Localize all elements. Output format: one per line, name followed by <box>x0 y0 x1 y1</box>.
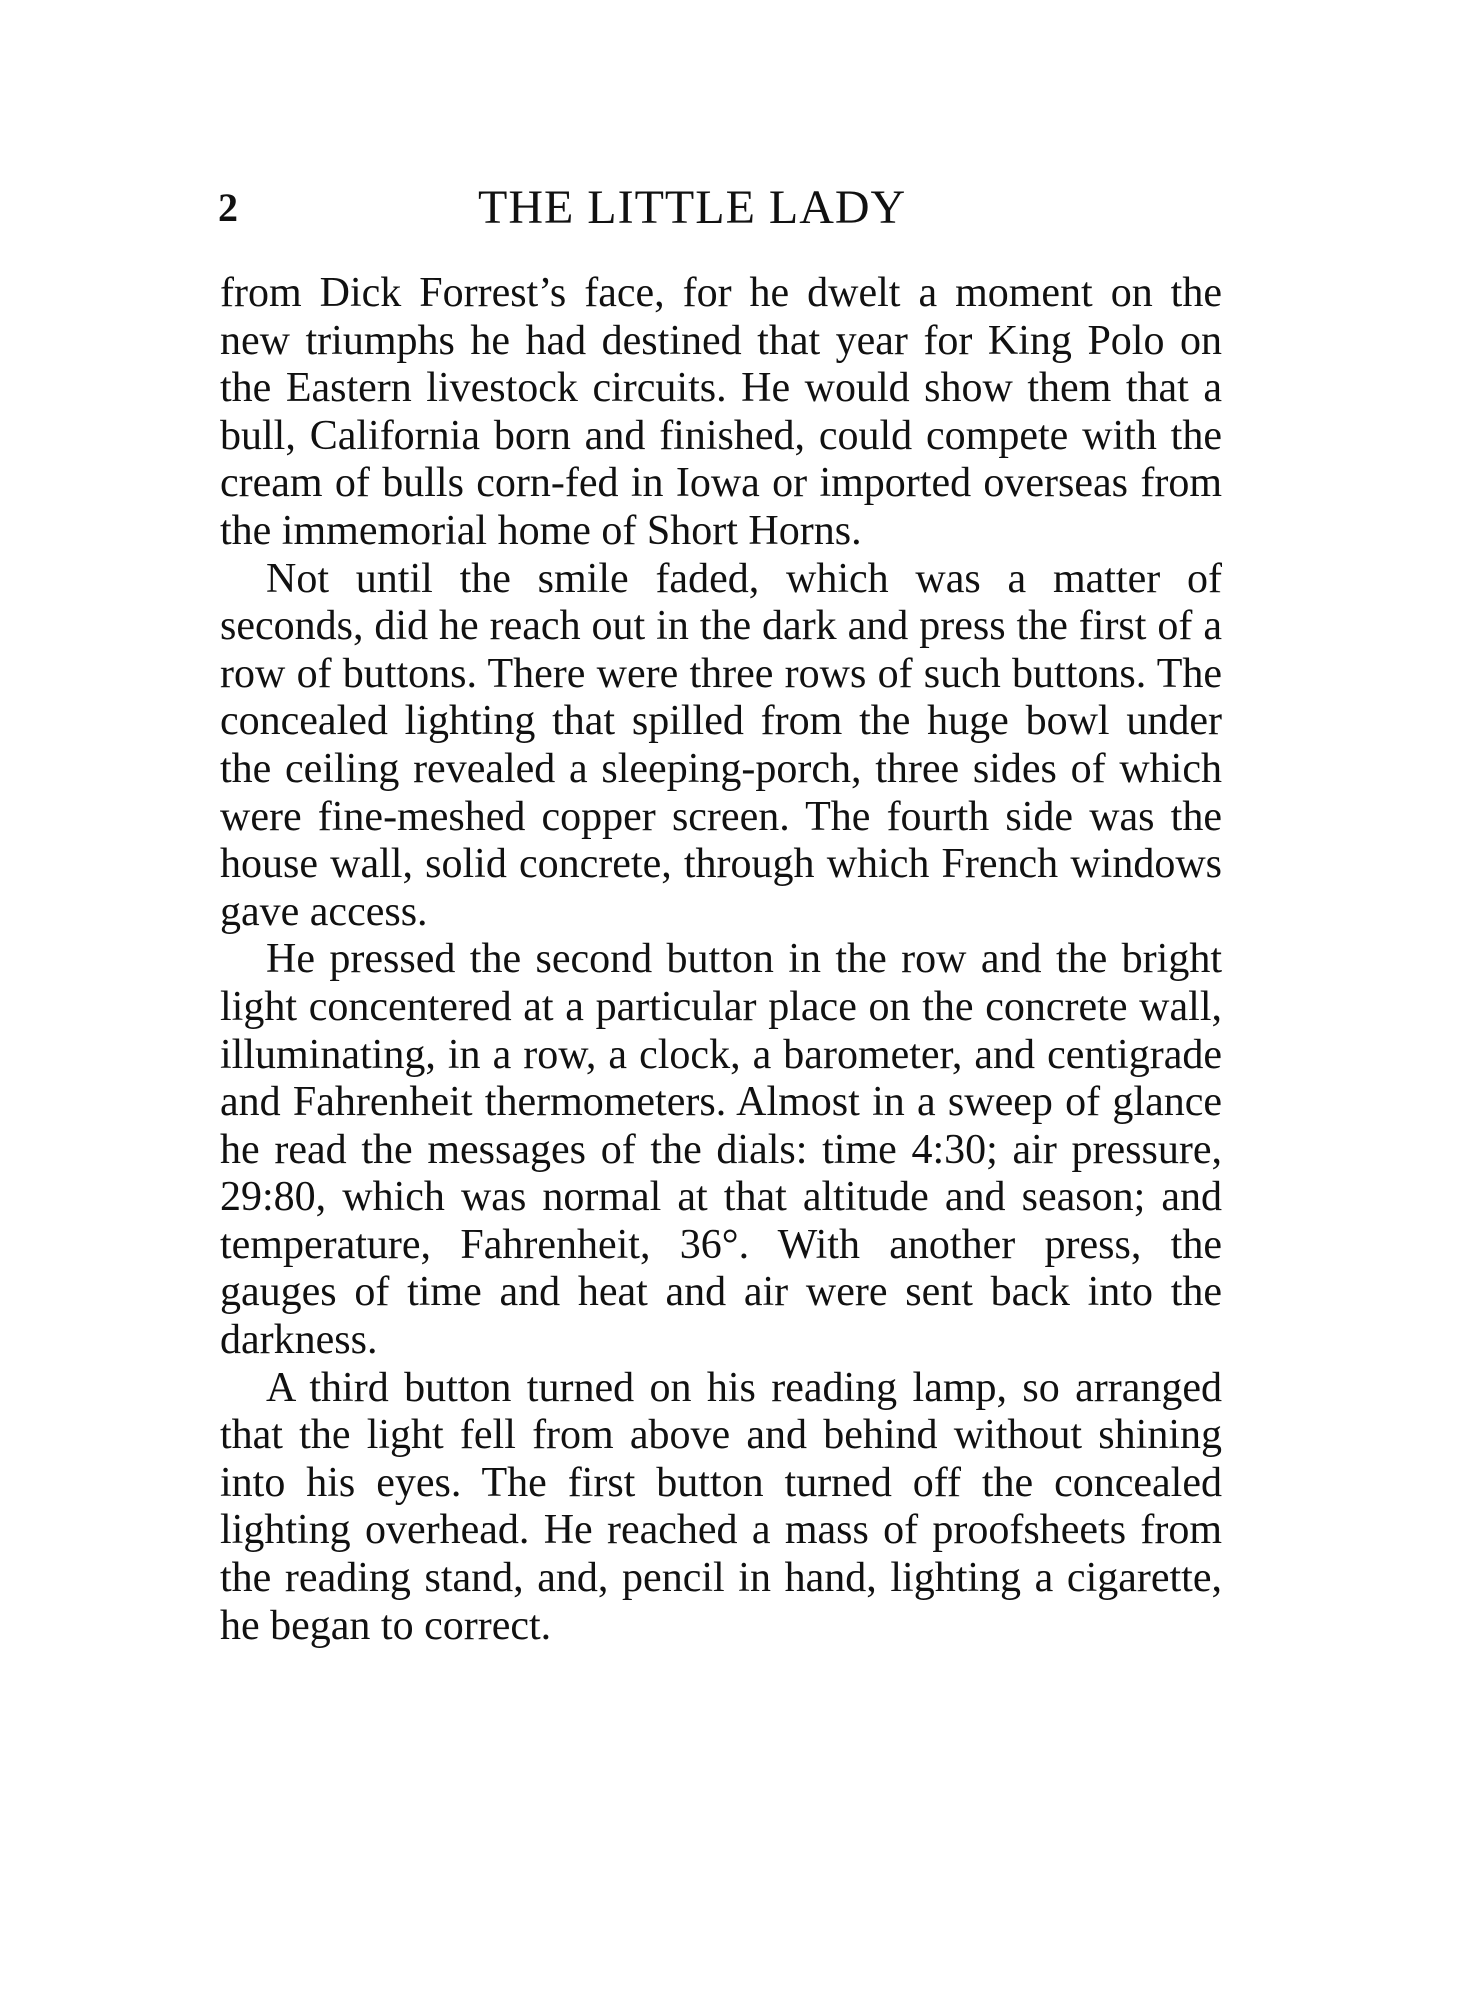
paragraph-reading-lamp: A third button turned on his reading lamp, so arranged that the light fell from above and behind without shining into his eyes. The first button turned off the concealed lighting overhead. He reached a mass of proofsheets from the reading stand, and, pencil in hand, lighting a cigarette, he began to correct. <box>220 1364 1222 1649</box>
running-title: THE LITTLE LADY <box>478 181 907 234</box>
page-number: 2 <box>218 185 238 230</box>
body-text <box>220 270 1222 1650</box>
running-head <box>218 178 1228 238</box>
paragraph-buttons: Not until the smile faded, which was a matter of seconds, did he reach out in the dark and press the first of a row of buttons. There were three rows of such buttons. The concealed lighting that spilled from the huge bowl under the ceiling revealed a sleeping-porch, three sides of which were fine-meshed copper screen. The fourth side was the house wall, solid concrete, through which French windows gave access. <box>220 555 1222 935</box>
paragraph-continued: from Dick Forrest’s face, for he dwelt a moment on the new triumphs he had destined that year for King Polo on the Eastern livestock circuits. He would show them that a bull, California born and finished, could compete with the cream of bulls corn-fed in Iowa or imported overseas from the immemorial home of Short Horns. <box>220 270 1222 554</box>
paragraph-dials: He pressed the second button in the row and the bright light concentered at a particular place on the concrete wall, illuminating, in a row, a clock, a barometer, and centigrade and Fahrenheit thermometers. Almost in a sweep of glance he read the messages of the dials: time 4:30; air pressure, 29:80, which was normal at that altitude and season; and temperature, Fahrenheit, 36°. With another press, the gauges of time and heat and air were sent back into the darkness. <box>220 936 1222 1364</box>
